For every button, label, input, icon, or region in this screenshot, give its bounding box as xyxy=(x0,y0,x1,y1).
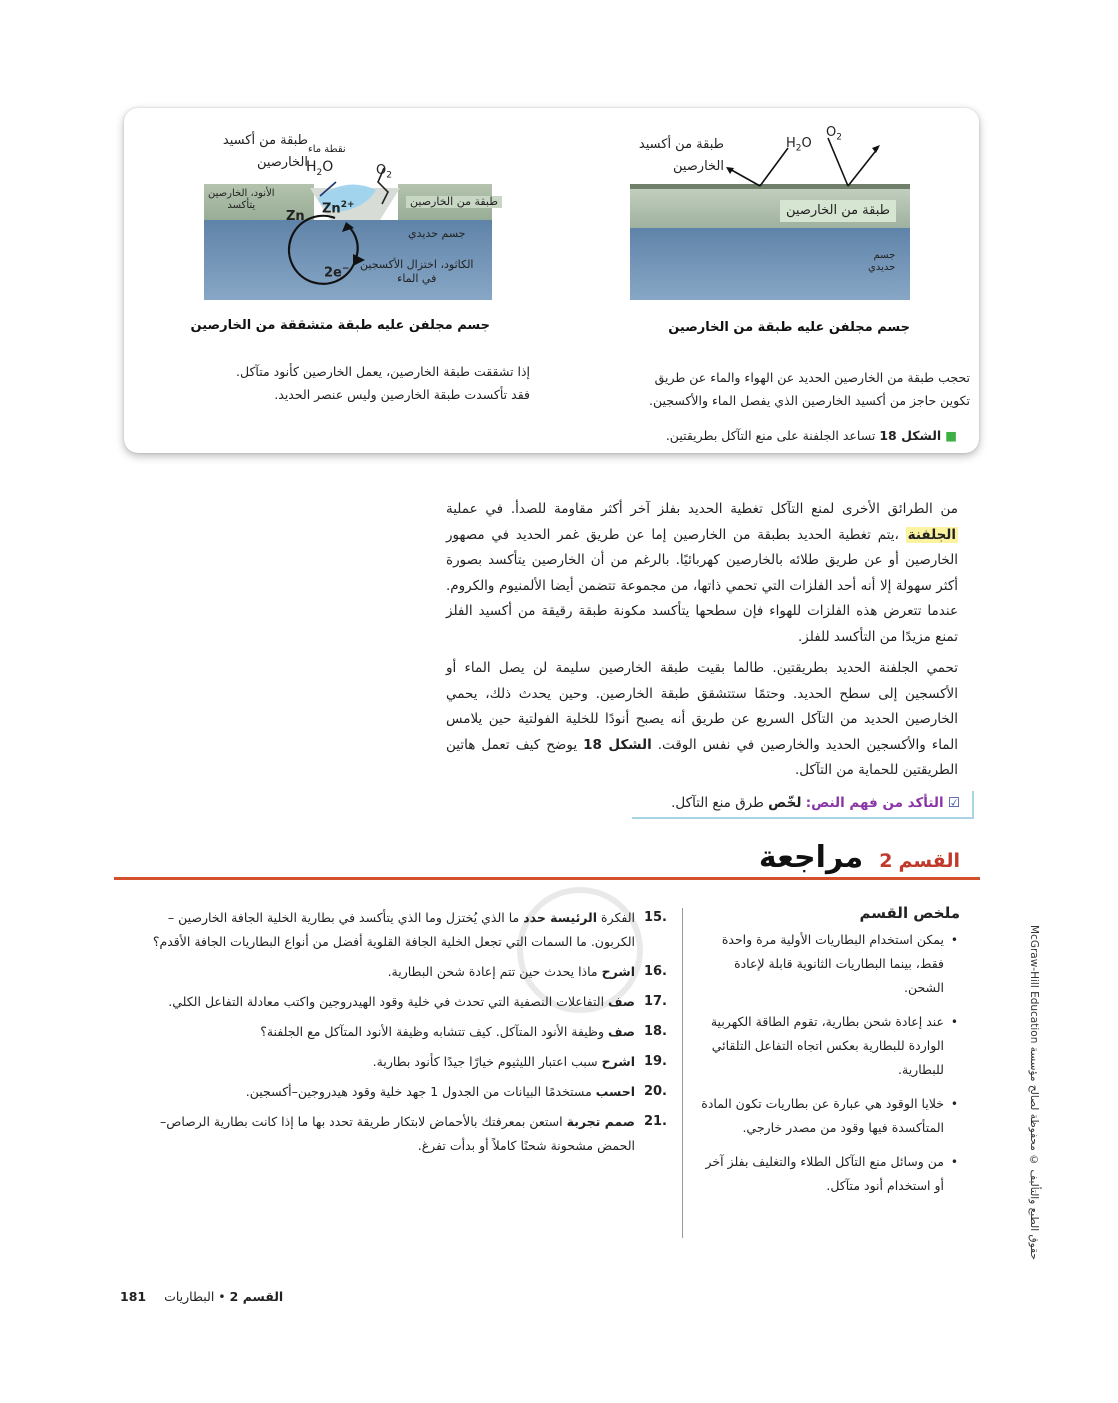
summary-item: • يمكن استخدام البطاريات الأولية مرة واحدة فقط، بينما البطاريات الثانوية قابلة لإعادة الشحن. xyxy=(700,928,960,1000)
figure-card xyxy=(124,108,979,453)
figure-caption: ■ الشكل 18 تساعد الجلفنة على منع التآكل بطريقتين. xyxy=(665,428,957,443)
drop-label: نقطة ماء xyxy=(308,144,346,155)
right-caption: جسم مجلفن عليه طبقة متشققة من الخارصين xyxy=(190,318,490,333)
question-item: 19. اشرح سبب اعتبار الليثيوم خيارًا جيدًا كأنود بطارية. xyxy=(372,1054,667,1069)
footer-section: القسم 2 xyxy=(229,1289,284,1304)
paragraph-1: من الطرائق الأخرى لمنع التآكل تغطية الحديد بفلز آخر أكثر مقاومة للصدأ. في عملية الجلفنة ،يتم تغطية الحديد بطبقة من الخارصين إما عن طريق غمر الحديد في مصهور الخارصين أو عن طريق طلائه بالخارصين كهربائيًا. بالرغم من أن الخارصين يتأكسد بصورة أكثر سهولة إلا أنه أحد الفلزات التي تحمي ذاتها، من مجموعة تتضمن أيضا الألمنيوم والكروم. عندما تتعرض هذه الفلزات للهواء فإن سطحها يتأكسد مكونة طبقة رقيقة من أكسيد الفلز تمنع مزيدًا من التأكسد للفلز. xyxy=(446,501,958,645)
question-item: 16. اشرح ماذا يحدث حين تتم إعادة شحن البطارية. xyxy=(387,964,667,979)
summary-item: • عند إعادة شحن بطارية، تقوم الطاقة الكهربية الواردة للبطارية بعكس اتجاه التفاعل التلقائي للبطارية. xyxy=(700,1010,960,1082)
summary-title: ملخص القسم xyxy=(859,904,960,922)
cracked-iron-label: جسم حديدي xyxy=(408,227,466,240)
oxide-label: طبقة من أكسيد الخارصين xyxy=(638,137,724,174)
section-title-row xyxy=(759,840,960,875)
section-label: القسم xyxy=(898,850,960,872)
electrons-label: 2e− xyxy=(324,264,350,281)
zn-label: Zn xyxy=(286,209,305,224)
o2-label: $O_2$ xyxy=(826,125,842,143)
cathode-label: الكاثود، اختزال الأكسجين في الماء xyxy=(360,258,474,285)
section-rule xyxy=(114,877,980,880)
zn2-label: $Zn^{2+}$ xyxy=(322,200,355,217)
left-description: تحجب طبقة من الخارصين الحديد عن الهواء والماء عن طريق تكوين حاجز من أكسيد الخارصين الذي يفصل الماء والأكسجين. xyxy=(649,370,970,408)
cracked-oxide-label: طبقة من أكسيد الخارصين xyxy=(222,133,308,170)
copyright-credit: حقوق الطبع والتأليف © محفوظة لصالح مؤسسة McGraw-Hill Education xyxy=(1028,925,1040,1260)
question-item: 18. صف وظيفة الأنود المتآكل. كيف تتشابه وظيفة الأنود المتآكل مع الجلفنة؟ xyxy=(260,1024,667,1039)
summary-item: • من وسائل منع التآكل الطلاء والتغليف بفلز آخر أو استخدام أنود متآكل. xyxy=(700,1150,960,1198)
term-galvanizing: الجلفنة xyxy=(907,526,957,543)
reading-check: ☑ التأكد من فهم النص: لخّص طرق منع التآكل. xyxy=(671,795,960,811)
cracked-h2o-label: $H_2O$ xyxy=(306,159,334,178)
question-item: 21. صمم تجربة استعن بمعرفتك بالأحماض لابتكار طريقة تحدد بها ما إذا كانت بطارية الرصاص–الحمض مشحونة شحنًا كاملاً أو بدأت تفرغ. xyxy=(160,1114,667,1153)
section-title: مراجعة xyxy=(758,840,864,875)
question-item: 20. احسب مستخدمًا البيانات من الجدول 1 جهد خلية وقود هيدروجين–أكسجين. xyxy=(245,1084,667,1099)
cracked-zinc-layer-label: طبقة من الخارصين xyxy=(406,196,502,208)
column-divider xyxy=(682,908,683,1238)
review-questions xyxy=(145,906,667,1164)
section-number: 2 xyxy=(879,850,893,872)
page-footer xyxy=(120,1289,283,1304)
question-item: 15. الفكرة الرئيسة حدد ما الذي يُختزل وما الذي يتأكسد في بطارية الخلية الجافة الخارصين – الكربون. ما السمات التي تجعل الخلية الجافة القلوية أفضل من أنواع البطاريات الجافة الأقدم؟ xyxy=(152,910,667,949)
section-header xyxy=(114,840,980,880)
page-number: 181 xyxy=(120,1289,147,1304)
intact-layer-diagram xyxy=(630,108,970,408)
right-description: إذا تشققت طبقة الخارصين، يعمل الخارصين كأنود متآكل. فقد تأكسدت طبقة الخارصين وليس عنصر الحديد. xyxy=(236,364,530,402)
left-caption: جسم مجلفن عليه طبقة من الخارصين xyxy=(668,320,910,335)
footer-bullet: • xyxy=(218,1289,226,1304)
paragraph-2: تحمي الجلفنة الحديد بطريقتين. طالما بقيت طبقة الخارصين سليمة لن يصل الماء أو الأكسجين إلى سطح الحديد. وحتمًا ستتشقق طبقة الخارصين. وحين يحدث ذلك، يحمي الخارصين الحديد من التآكل السريع عن طريق أنه يصبح أنودًا للخلية الفولتية حين يلامس الماء والأكسجين الحديد والخارصين في نفس الوقت. الشكل 18 يوضح كيف تعمل هاتين الطريقتين للحماية من التآكل. xyxy=(446,660,958,778)
cracked-layer-diagram xyxy=(170,108,540,402)
footer-chapter: البطاريات xyxy=(164,1289,215,1304)
zinc-layer-label: طبقة من الخارصين xyxy=(780,200,896,222)
anode-label: الأنود، الخارصين يتأكسد xyxy=(208,188,275,211)
checkbox-icon: ☑ xyxy=(947,795,960,811)
figure-bullet-icon: ■ xyxy=(945,428,957,443)
section-summary xyxy=(700,904,960,1208)
iron-label: جسم حديدي xyxy=(868,250,896,273)
h2o-label: $H_2O$ xyxy=(786,136,812,154)
question-item: 17. صف التفاعلات النصفية التي تحدث في خلية وقود الهيدروجين واكتب معادلة التفاعل الكلي. xyxy=(168,994,667,1009)
cracked-o2-label: $O_2$ xyxy=(376,163,392,181)
summary-item: • خلايا الوقود هي عبارة عن بطاريات تكون المادة المتأكسدة فيها وقود من مصدر خارجي. xyxy=(700,1092,960,1140)
